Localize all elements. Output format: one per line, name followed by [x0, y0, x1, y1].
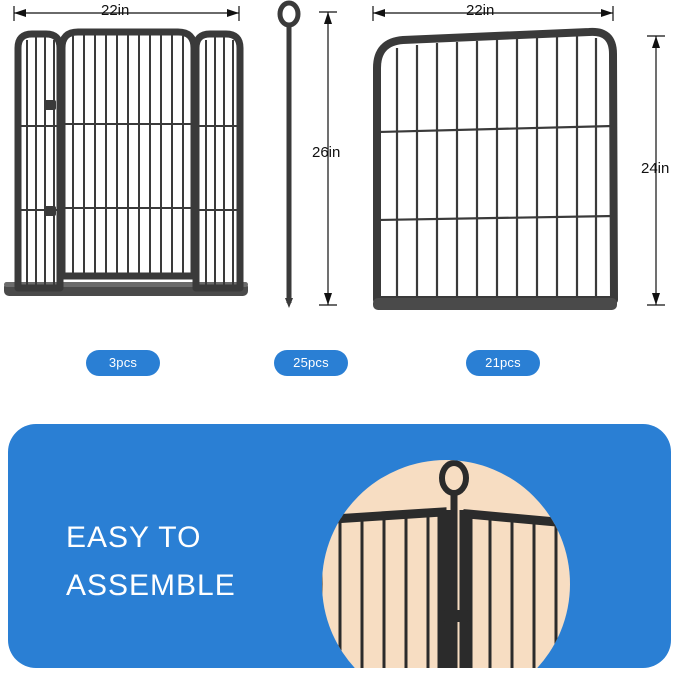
right-height-label: 24in [641, 160, 670, 177]
hinge-icon [44, 100, 56, 110]
badge-25pcs[interactable]: 25pcs [274, 350, 348, 376]
single-panel-frame [373, 32, 617, 310]
assembly-photo-illustration [322, 460, 570, 668]
assembly-photo [322, 460, 570, 668]
promo-line-2: ASSEMBLE [66, 569, 236, 602]
left-panel-group-drawing [0, 0, 270, 320]
panel-middle-front [62, 32, 194, 276]
promo-headline [66, 514, 236, 610]
right-width-label: 22in [466, 2, 495, 19]
right-panel-drawing [365, 0, 675, 320]
panel-right-back [196, 34, 240, 288]
photo-left-panel [322, 512, 442, 668]
panel-left-back [18, 34, 60, 288]
hinge-icon [44, 206, 56, 216]
photo-right-panel [468, 514, 570, 668]
badge-3pcs[interactable]: 3pcs [86, 350, 160, 376]
stake-height-label: 26in [312, 144, 341, 161]
connector-icon [442, 610, 470, 622]
promo-panel [8, 424, 671, 668]
left-width-label: 22in [101, 2, 130, 19]
promo-line-1: EASY TO [66, 521, 202, 554]
badge-21pcs[interactable]: 21pcs [466, 350, 540, 376]
